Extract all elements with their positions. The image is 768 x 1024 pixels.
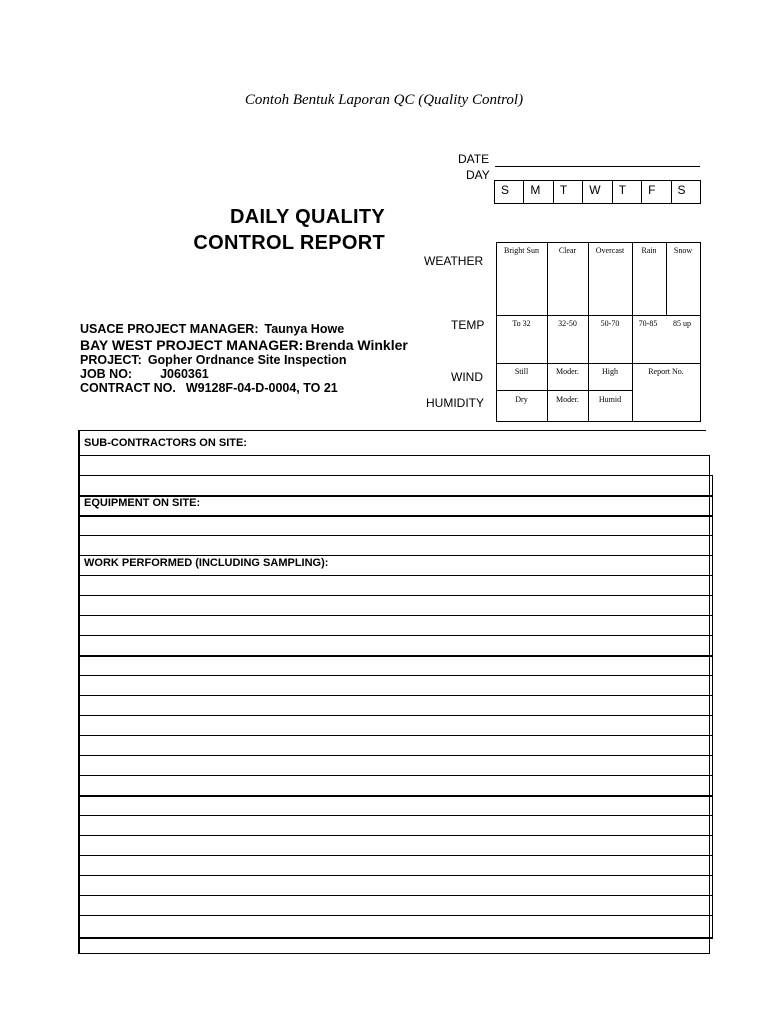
ruled-line[interactable]: [80, 775, 713, 776]
temp-50-70[interactable]: 50-70: [600, 319, 620, 328]
page-caption: Contoh Bentuk Laporan QC (Quality Control): [244, 92, 524, 108]
baywest-manager-label: BAY WEST PROJECT MANAGER:: [80, 337, 304, 353]
usace-manager-label: USACE PROJECT MANAGER:: [80, 322, 259, 336]
temp-to-32[interactable]: To 32: [512, 319, 531, 328]
ruled-line[interactable]: [80, 695, 713, 696]
ruled-line[interactable]: [80, 835, 713, 836]
usace-manager-value: Taunya Howe: [264, 322, 345, 336]
day-label: DAY: [466, 168, 490, 182]
ruled-line[interactable]: [80, 815, 713, 816]
ruled-line[interactable]: [80, 555, 713, 556]
ruled-line[interactable]: [80, 675, 713, 676]
ruled-line[interactable]: [80, 575, 713, 576]
ruled-line[interactable]: [80, 755, 713, 756]
job-label: JOB NO:: [80, 367, 133, 381]
humidity-dry[interactable]: Dry: [515, 395, 528, 404]
project-value: Gopher Ordnance Site Inspection: [147, 353, 347, 367]
job-value: J060361: [160, 367, 209, 381]
weather-snow[interactable]: Snow: [673, 246, 693, 255]
ruled-line[interactable]: [80, 535, 713, 536]
baywest-manager-value: Brenda Winkler: [305, 337, 408, 353]
ruled-line[interactable]: [80, 475, 713, 476]
temp-32-50[interactable]: 32-50: [558, 319, 577, 328]
wind-high[interactable]: High: [602, 367, 618, 376]
ruled-line[interactable]: [80, 515, 713, 517]
work-performed-heading: WORK PERFORMED (INCLUDING SAMPLING):: [84, 557, 329, 569]
wind-moderate[interactable]: Moder.: [556, 367, 579, 376]
ruled-line[interactable]: [80, 937, 713, 939]
date-label: DATE: [458, 152, 490, 166]
report-title-line2: CONTROL REPORT: [193, 232, 385, 254]
day-sunday[interactable]: S: [494, 180, 523, 204]
weather-overcast[interactable]: Overcast: [595, 246, 625, 255]
day-saturday[interactable]: S: [671, 180, 701, 204]
equipment-heading: EQUIPMENT ON SITE:: [84, 497, 201, 509]
ruled-line[interactable]: [80, 635, 713, 636]
day-friday[interactable]: F: [641, 180, 670, 204]
ruled-line[interactable]: [80, 615, 713, 616]
weather-label: WEATHER: [424, 254, 484, 268]
day-wednesday[interactable]: W: [582, 180, 611, 204]
ruled-line[interactable]: [80, 715, 713, 716]
day-monday[interactable]: M: [523, 180, 552, 204]
ruled-line[interactable]: [80, 875, 713, 876]
report-no-label: Report No.: [648, 367, 684, 376]
wind-label: WIND: [451, 370, 483, 384]
weather-rain[interactable]: Rain: [641, 246, 657, 255]
report-title-line1: DAILY QUALITY: [229, 206, 385, 228]
ruled-line[interactable]: [80, 655, 713, 657]
ruled-line[interactable]: [80, 455, 710, 456]
contract-label: CONTRACT NO.: [80, 381, 176, 395]
day-tuesday[interactable]: T: [553, 180, 582, 204]
subcontractors-heading: SUB-CONTRACTORS ON SITE:: [84, 437, 247, 449]
humidity-moderate[interactable]: Moder.: [556, 395, 579, 404]
humidity-humid[interactable]: Humid: [598, 395, 622, 404]
ruled-line[interactable]: [80, 915, 713, 916]
ruled-line[interactable]: [80, 855, 713, 856]
weather-bright-sun[interactable]: Bright Sun: [504, 246, 539, 255]
wind-still[interactable]: Still: [514, 367, 529, 376]
ruled-line[interactable]: [80, 895, 713, 896]
temp-70-85[interactable]: 70-85: [638, 319, 658, 328]
temp-85-up[interactable]: 85 up: [673, 319, 691, 328]
contract-value: W9128F-04-D-0004, TO 21: [185, 381, 338, 395]
weather-clear[interactable]: Clear: [558, 246, 577, 255]
ruled-line[interactable]: [80, 795, 713, 797]
day-thursday[interactable]: T: [612, 180, 641, 204]
ruled-line[interactable]: [80, 595, 713, 596]
humidity-label: HUMIDITY: [426, 396, 484, 410]
project-label: PROJECT:: [80, 353, 142, 367]
temp-label: TEMP: [451, 318, 485, 332]
ruled-line[interactable]: [80, 735, 713, 736]
